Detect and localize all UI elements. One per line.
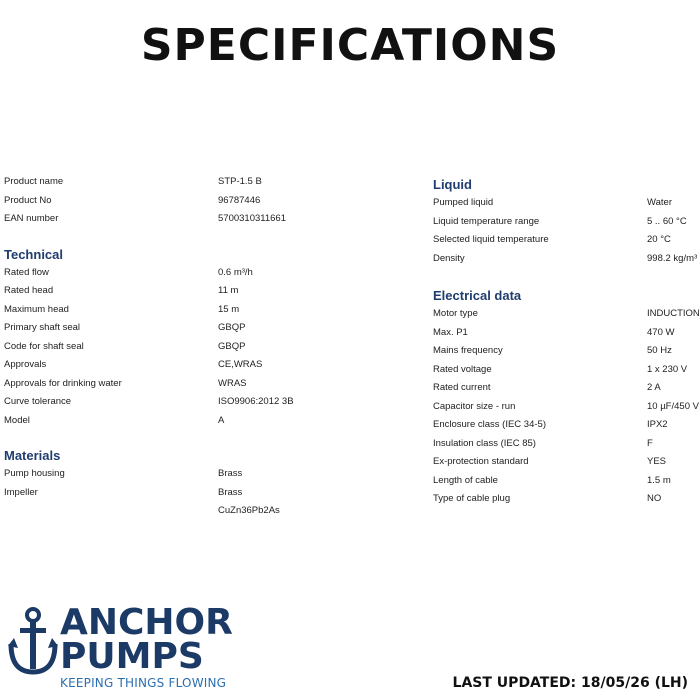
logo-line-anchor: ANCHOR <box>60 602 233 643</box>
spec-label: Product name <box>4 176 64 187</box>
spec-value: 470 W <box>647 326 675 338</box>
spec-row <box>433 416 700 435</box>
spec-value: STP-1.5 B <box>218 176 262 187</box>
spec-value: 96787446 <box>218 194 261 206</box>
logo-tagline: KEEPING THINGS FLOWING <box>60 676 227 690</box>
spec-label: Curve tolerance <box>4 396 72 407</box>
spec-row <box>4 210 344 229</box>
spec-value: Brass <box>218 486 243 498</box>
spec-label: Rated voltage <box>433 363 492 375</box>
spec-row <box>433 472 700 491</box>
spec-row <box>433 324 700 343</box>
spec-label: Motor type <box>433 308 478 319</box>
spec-row <box>4 282 344 301</box>
spec-label: Pumped liquid <box>433 197 494 208</box>
spec-label: Maximum head <box>4 303 69 315</box>
spec-row <box>4 319 344 338</box>
spec-value: 50 Hz <box>647 345 672 356</box>
electrical-heading: Electrical data <box>433 288 522 303</box>
spec-value: IPX2 <box>647 419 668 430</box>
spec-label: Mains frequency <box>433 345 503 356</box>
spec-row <box>433 342 700 361</box>
page-title: SPECIFICATIONS <box>140 20 560 71</box>
spec-row <box>433 490 700 509</box>
spec-row <box>433 435 700 454</box>
spec-row <box>433 379 700 398</box>
spec-label: Enclosure class (IEC 34-5) <box>433 419 546 430</box>
spec-label: Max. P1 <box>433 326 468 338</box>
technical-heading: Technical <box>4 246 64 262</box>
liquid-heading: Liquid <box>433 177 472 192</box>
spec-value: A <box>218 414 225 426</box>
spec-value: ISO9906:2012 3B <box>218 396 294 407</box>
spec-row <box>433 250 700 269</box>
spec-row <box>4 465 344 484</box>
spec-value: 5700310311661 <box>218 213 286 224</box>
spec-row <box>4 393 344 412</box>
spec-value: NO <box>647 493 662 504</box>
spec-value: INDUCTION <box>647 308 700 319</box>
spec-row <box>433 453 700 472</box>
spec-label: Approvals for drinking water <box>4 377 122 389</box>
spec-label: Rated current <box>433 382 491 393</box>
spec-value: GBQP <box>218 340 246 352</box>
anchor-icon <box>8 606 58 678</box>
spec-value: 5 .. 60 °C <box>647 215 687 227</box>
spec-label: Rated flow <box>4 266 49 278</box>
spec-label: Density <box>433 252 465 264</box>
spec-row <box>4 338 344 357</box>
spec-value: CE,WRAS <box>218 359 263 370</box>
spec-value: CuZn36Pb2As <box>218 505 280 516</box>
spec-row <box>4 502 344 521</box>
spec-value: 998.2 kg/m³ <box>647 252 698 264</box>
spec-label: Primary shaft seal <box>4 322 81 333</box>
spec-value: WRAS <box>218 377 247 389</box>
spec-label: Insulation class (IEC 85) <box>433 437 536 449</box>
spec-label: Length of cable <box>433 474 498 486</box>
right-spec-column <box>433 176 700 509</box>
spec-label: EAN number <box>4 213 59 224</box>
spec-value: F <box>647 437 653 449</box>
spec-row <box>4 264 344 283</box>
anchor-pumps-logo <box>8 602 248 696</box>
spec-row <box>433 361 700 380</box>
spec-label: Ex-protection standard <box>433 456 529 467</box>
spec-row <box>4 375 344 394</box>
logo-line-pumps: PUMPS <box>60 636 204 677</box>
spec-label: Impeller <box>4 486 38 498</box>
spec-label: Type of cable plug <box>433 493 511 504</box>
spec-value: 2 A <box>647 382 661 393</box>
spec-value: YES <box>647 456 667 467</box>
spec-label: Product No <box>4 194 52 206</box>
spec-row <box>4 192 344 211</box>
spec-row <box>433 194 700 213</box>
spec-value: 15 m <box>218 303 240 315</box>
spec-label: Pump housing <box>4 468 65 479</box>
spec-label: Rated head <box>4 285 54 296</box>
spec-label: Capacitor size - run <box>433 400 516 412</box>
spec-row <box>433 305 700 324</box>
spec-row <box>4 412 344 431</box>
spec-label: Code for shaft seal <box>4 340 84 352</box>
spec-label: Selected liquid temperature <box>433 234 549 245</box>
spec-value: 10 µF/450 V <box>647 400 699 412</box>
spec-label: Liquid temperature range <box>433 215 540 227</box>
spec-row <box>433 398 700 417</box>
spec-value: GBQP <box>218 322 246 333</box>
spec-row <box>433 213 700 232</box>
spec-label: Approvals <box>4 359 47 370</box>
materials-heading: Materials <box>4 448 61 463</box>
spec-value: 1 x 230 V <box>647 363 688 375</box>
spec-row <box>433 231 700 250</box>
spec-value: 11 m <box>218 285 239 296</box>
spec-label: Model <box>4 414 30 426</box>
spec-row <box>4 173 344 192</box>
spec-value: 20 °C <box>647 234 671 245</box>
spec-value: Water <box>647 197 672 208</box>
spec-value: 1.5 m <box>647 474 671 486</box>
left-spec-column <box>4 173 344 521</box>
spec-row <box>4 484 344 503</box>
spec-value: 0.6 m³/h <box>218 266 253 278</box>
spec-row <box>4 356 344 375</box>
spec-value: Brass <box>218 468 243 479</box>
last-updated-stamp: LAST UPDATED: 18/05/26 (LH) <box>452 675 688 691</box>
spec-row <box>4 301 344 320</box>
